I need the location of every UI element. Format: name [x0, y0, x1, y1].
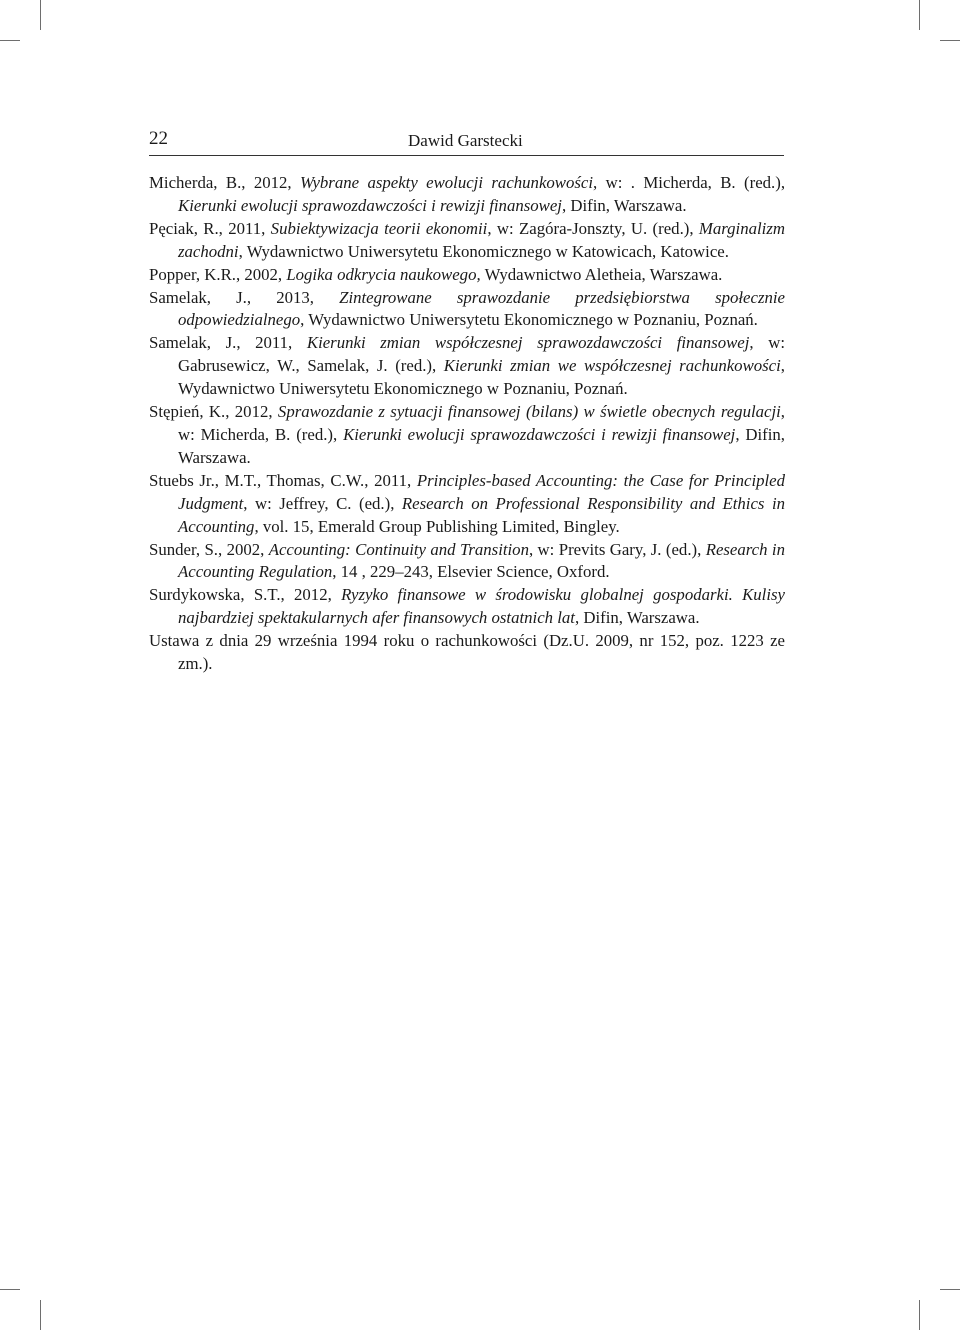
- reference-text: , w: Jeffrey, C. (ed.),: [243, 493, 402, 513]
- reference-entry: [149, 218, 785, 264]
- reference-text: Stuebs Jr., M.T., Thomas, C.W., 2011,: [149, 470, 417, 490]
- crop-mark: [919, 0, 920, 30]
- reference-text: Sunder, S., 2002,: [149, 539, 269, 559]
- reference-text: Stępień, K., 2012,: [149, 402, 278, 422]
- reference-text: Micherda, B., 2012,: [149, 173, 301, 192]
- reference-text: , vol. 15, Emerald Group Publishing Limited, Bingley.: [254, 516, 620, 536]
- reference-entry: [149, 287, 785, 333]
- reference-title: Zintegrowane sprawozdanie przedsiębiorstwa społecznie odpowiedzialnego: [178, 287, 785, 330]
- crop-mark: [940, 40, 960, 41]
- reference-title: Accounting: Continuity and Transition: [268, 539, 529, 559]
- reference-entry: [149, 172, 785, 218]
- reference-text: Popper, K.R., 2002,: [149, 264, 287, 284]
- reference-title: Principles-based Accounting: the Case for Principled Judgment: [178, 470, 785, 513]
- crop-mark: [40, 1300, 41, 1330]
- reference-text: , w: Gabrusewicz, W., Samelak, J. (red.),: [178, 333, 786, 376]
- reference-text: Samelak, J., 2011,: [149, 333, 307, 353]
- reference-text: , w: Micherda, B. (red.),: [178, 402, 785, 444]
- page-number: 22: [149, 128, 168, 149]
- reference-text: , w: Previts Gary, J. (ed.),: [528, 539, 706, 559]
- reference-title: Kierunki zmian współczesnej sprawozdawczości finansowej: [306, 333, 750, 353]
- running-head: Dawid Garstecki: [408, 131, 523, 150]
- crop-mark: [0, 40, 20, 41]
- reference-text: , Difin, Warszawa.: [561, 195, 687, 215]
- reference-entry: [149, 264, 785, 287]
- reference-text: Samelak, J., 2013,: [149, 287, 340, 307]
- reference-text: Wydawnictwo Aletheia, Warszawa.: [480, 264, 723, 284]
- crop-mark: [940, 1289, 960, 1290]
- reference-text: , Wydawnictwo Uniwersytetu Ekonomicznego w Poznaniu, Poznań.: [300, 310, 758, 330]
- reference-text: , Difin, Warszawa.: [574, 608, 700, 628]
- reference-text: , w: . Micherda, B. (red.),: [593, 173, 786, 192]
- reference-title: Research in Accounting Regulation: [178, 539, 785, 582]
- reference-entry: [149, 539, 785, 585]
- reference-entry: [149, 401, 785, 470]
- crop-mark: [919, 1300, 920, 1330]
- reference-text: , w: Zagóra-Jonszty, U. (red.),: [487, 218, 699, 238]
- reference-title: Ryzyko finansowe w środowisku globalnej gospodarki. Kulisy najbardziej spektakularnych afer finansowych ostatnich lat: [178, 585, 785, 628]
- reference-title: Research on Professional Responsibility and Ethics in Accounting: [178, 493, 785, 536]
- reference-title: Wybrane aspekty ewolucji rachunkowości: [300, 173, 594, 192]
- reference-entry: [149, 332, 785, 401]
- reference-entry: [149, 470, 785, 539]
- crop-mark: [40, 0, 41, 30]
- reference-text: , 14 , 229–243, Elsevier Science, Oxford.: [332, 562, 610, 582]
- reference-title: Kierunki ewolucji sprawozdawczości i rewizji finansowej: [343, 424, 736, 444]
- reference-title: Kierunki ewolucji sprawozdawczości i rewizji finansowej: [178, 195, 562, 215]
- reference-text: , Difin, Warszawa.: [178, 424, 785, 467]
- reference-title: Sprawozdanie z sytuacji finansowej (bilans) w świetle obecnych regulacji: [277, 402, 781, 422]
- page-header: [149, 128, 784, 156]
- reference-title: Subiektywizacja teorii ekonomii: [270, 218, 488, 238]
- reference-text: , Wydawnictwo Uniwersytetu Ekonomicznego w Katowicach, Katowice.: [238, 241, 729, 261]
- crop-mark: [0, 1289, 20, 1290]
- reference-title: Kierunki zmian we współczesnej rachunkowości: [443, 356, 781, 376]
- reference-title: Marginalizm zachodni: [178, 218, 785, 261]
- reference-text: , Wydawnictwo Uniwersytetu Ekonomicznego w Poznaniu, Poznań.: [178, 356, 785, 399]
- bibliography-list: [149, 172, 785, 676]
- reference-title: Logika odkrycia naukowego,: [286, 264, 481, 284]
- reference-entry: [149, 630, 785, 676]
- reference-text: Pęciak, R., 2011,: [149, 218, 271, 238]
- reference-text: Ustawa z dnia 29 września 1994 roku o rachunkowości (Dz.U. 2009, nr 152, poz. 1223 ze zm.).: [149, 631, 785, 674]
- reference-entry: [149, 584, 785, 630]
- reference-text: Surdykowska, S.T., 2012,: [149, 585, 342, 605]
